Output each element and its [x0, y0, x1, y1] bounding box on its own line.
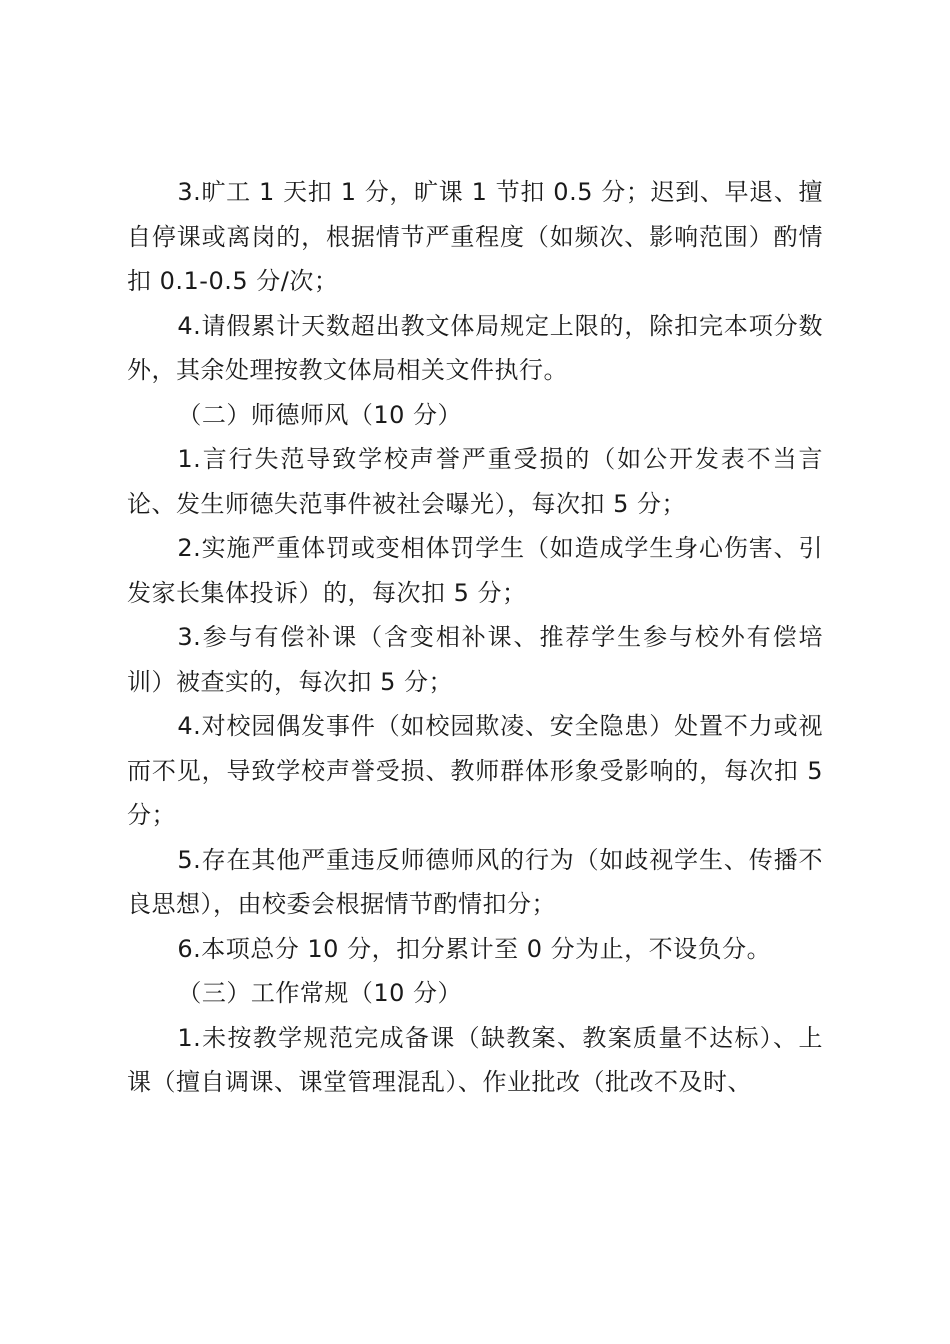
paragraph-ethics-item-6: 6.本项总分 10 分，扣分累计至 0 分为止，不设负分。: [177, 934, 772, 963]
paragraph-ethics-item-5: 5.存在其他严重违反师德师风的行为（如歧视学生、传播不良思想），由校委会根据情节酌情扣分；: [127, 845, 823, 918]
paragraph-absence-deduction: 3.旷工 1 天扣 1 分，旷课 1 节扣 0.5 分；迟到、早退、擅自停课或离岗的，根据情节严重程度（如频次、影响范围）酌情扣 0.1-0.5 分/次；: [127, 178, 823, 295]
paragraph-ethics-item-2: 2.实施严重体罚或变相体罚学生（如造成学生身心伤害、引发家长集体投诉）的，每次扣 5 分；: [127, 534, 823, 607]
section-heading-ethics: （二）师德师风（10 分）: [177, 400, 463, 429]
paragraph-ethics-item-3: 3.参与有偿补课（含变相补课、推荐学生参与校外有偿培训）被查实的，每次扣 5 分；: [127, 623, 823, 696]
paragraph-leave-limit: 4.请假累计天数超出教文体局规定上限的，除扣完本项分数外，其余处理按教文体局相关文件执行。: [127, 311, 823, 384]
section-heading-work-routine: （三）工作常规（10 分）: [177, 979, 463, 1007]
paragraph-work-routine-item-1: 1.未按教学规范完成备课（缺教案、教案质量不达标）、上课（擅自调课、课堂管理混乱）、作业批改（批改不及时、: [127, 1023, 823, 1096]
paragraph-ethics-item-1: 1.言行失范导致学校声誉严重受损的（如公开发表不当言论、发生师德失范事件被社会曝光），每次扣 5 分；: [127, 445, 823, 518]
paragraph-ethics-item-4: 4.对校园偶发事件（如校园欺凌、安全隐患）处置不力或视而不见，导致学校声誉受损、教师群体形象受影响的，每次扣 5 分；: [127, 712, 823, 829]
document-body: [127, 170, 823, 1105]
